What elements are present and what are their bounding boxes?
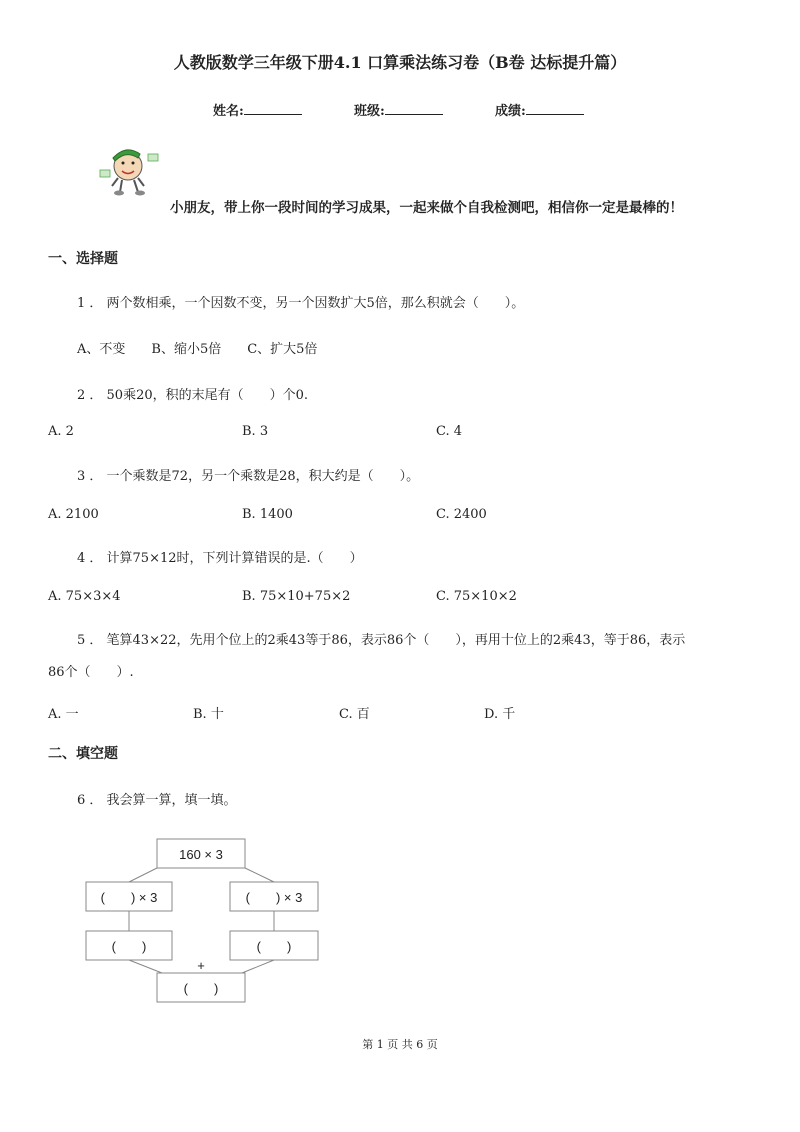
encouragement-text: 小朋友，带上你一段时间的学习成果，一起来做个自我检测吧，相信你一定是最棒的！	[170, 200, 683, 216]
diagram-left-low-box[interactable]: ( )	[111, 939, 147, 954]
q5-option-a[interactable]: A. 一	[48, 707, 79, 722]
page-title: 人教版数学三年级下册4.1 口算乘法练习卷（B卷 达标提升篇）	[173, 53, 627, 72]
question-1: 1 ． 两个数相乘，一个因数不变，另一个因数扩大5倍，那么积就会（ ）。	[77, 296, 525, 311]
diagram-right-low-box[interactable]: ( )	[256, 939, 292, 954]
page-footer: 第 1 页 共 6 页	[362, 1038, 438, 1051]
q2-option-a[interactable]: A. 2	[48, 424, 74, 439]
question-5-continued: 86个（ ）.	[48, 665, 134, 680]
question-3: 3 ． 一个乘数是72，另一个乘数是28，积大约是（ ）。	[77, 469, 420, 484]
diagram-top-box: 160 × 3	[179, 847, 223, 862]
calculation-diagram	[82, 834, 322, 1006]
q2-option-b[interactable]: B. 3	[242, 424, 269, 439]
score-field[interactable]	[495, 100, 584, 119]
q5-option-d[interactable]: D. 千	[484, 707, 516, 722]
q5-option-b[interactable]: B. 十	[193, 707, 224, 722]
class-label: 班级:	[354, 104, 385, 119]
score-blank[interactable]	[526, 102, 584, 115]
question-1-options[interactable]: A、不变 B、缩小5倍 C、扩大5倍	[77, 342, 318, 357]
question-5: 5 ． 笔算43×22，先用个位上的2乘43等于86，表示86个（ ），再用十位上的2乘43，等于86，表示	[77, 633, 686, 648]
q3-option-c[interactable]: C. 2400	[436, 507, 487, 522]
diagram-left-mid-box[interactable]: ( ) × 3	[100, 890, 158, 905]
q5-option-c[interactable]: C. 百	[339, 707, 370, 722]
diagram-plus-sign: +	[197, 958, 205, 973]
class-field[interactable]	[354, 100, 443, 119]
question-2: 2 ． 50乘20，积的末尾有（ ）个0.	[77, 388, 309, 403]
q3-option-b[interactable]: B. 1400	[242, 507, 293, 522]
section-heading-choice: 一、选择题	[48, 251, 118, 267]
q4-option-c[interactable]: C. 75×10×2	[436, 589, 517, 604]
score-label: 成绩:	[495, 104, 526, 119]
name-blank[interactable]	[244, 102, 302, 115]
diagram-bottom-box[interactable]: ( )	[183, 981, 219, 996]
q4-option-a[interactable]: A. 75×3×4	[48, 589, 121, 604]
q3-option-a[interactable]: A. 2100	[48, 507, 99, 522]
question-4: 4 ． 计算75×12时，下列计算错误的是.（ ）	[77, 551, 363, 566]
name-field[interactable]	[213, 100, 302, 119]
class-blank[interactable]	[385, 102, 443, 115]
q4-option-b[interactable]: B. 75×10+75×2	[242, 589, 351, 604]
question-6: 6 ． 我会算一算，填一填。	[77, 793, 237, 808]
q2-option-c[interactable]: C. 4	[436, 424, 463, 439]
section-heading-fill: 二、填空题	[48, 746, 118, 762]
mascot-illustration	[98, 140, 164, 198]
name-label: 姓名:	[213, 104, 244, 119]
diagram-right-mid-box[interactable]: ( ) × 3	[245, 890, 303, 905]
